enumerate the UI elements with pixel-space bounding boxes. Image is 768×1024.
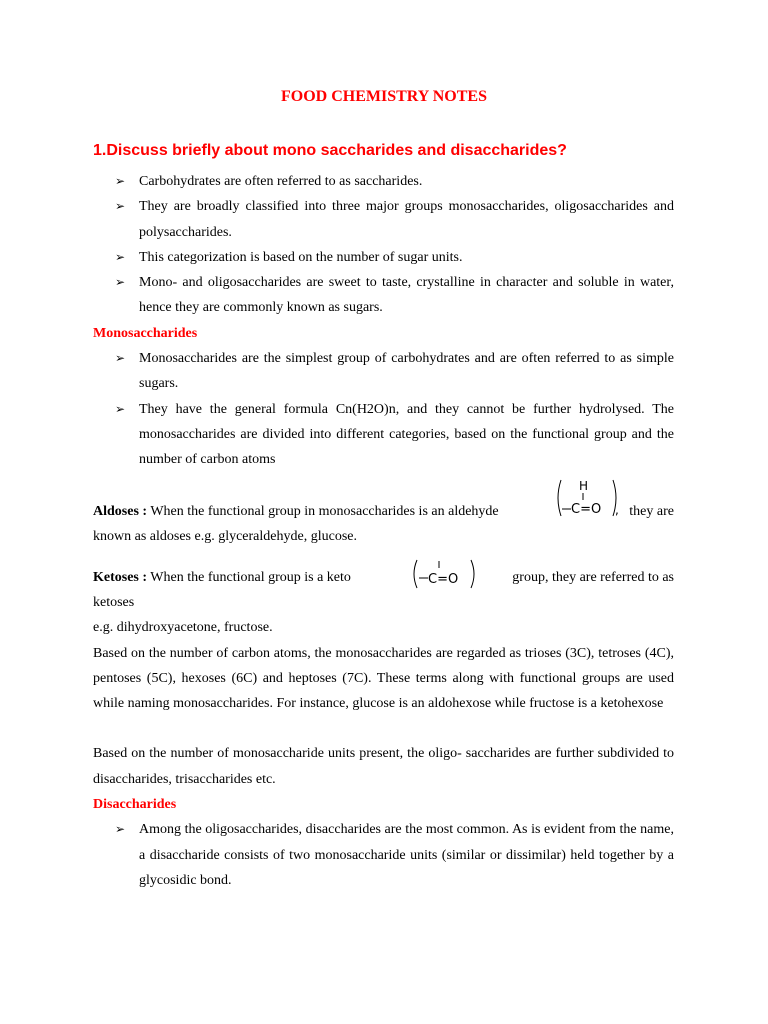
disaccharides-heading: Disaccharides	[93, 797, 177, 813]
arrow-bullet-icon: ➢	[115, 822, 126, 837]
list-item: ➢ They are broadly classified into three major groups monosaccharides, oligosaccharides and polysaccharides.	[93, 194, 674, 245]
aldehyde-formula	[553, 476, 625, 520]
svg-text:,: ,	[615, 503, 619, 517]
svg-text:C=O: C=O	[428, 572, 459, 587]
list-item: ➢ Mono- and oligosaccharides are sweet to taste, crystalline in character and soluble in water, hence they are commonly known as sugars.	[93, 270, 674, 321]
arrow-bullet-icon: ➢	[115, 199, 126, 214]
arrow-bullet-icon: ➢	[115, 275, 126, 290]
carbon-atoms-paragraph: Based on the number of carbon atoms, the monosaccharides are regarded as trioses (3C), tetroses (4C), pentoses (5C), hexoses (6C) and heptoses (7C). These terms along with functional groups are used while naming monosaccharides. For instance, glucose is an aldohexose while fructose is a ketohexose	[93, 645, 674, 712]
list-item: ➢ This categorization is based on the number of sugar units.	[93, 245, 674, 270]
arrow-bullet-icon: ➢	[115, 351, 126, 366]
arrow-bullet-icon: ➢	[115, 401, 126, 416]
aldoses-label: Aldoses :	[93, 503, 148, 519]
keto-formula	[411, 558, 479, 590]
svg-text:C=O: C=O	[571, 502, 602, 517]
monosaccharides-heading: Monosaccharides	[93, 325, 198, 341]
intro-bullet-list	[93, 169, 674, 473]
list-item: ➢ Carbohydrates are often referred to as saccharides.	[93, 169, 674, 194]
svg-text:H: H	[579, 479, 589, 493]
ketoses-label: Ketoses :	[93, 569, 148, 585]
page-title: FOOD CHEMISTRY NOTES	[281, 88, 487, 105]
arrow-bullet-icon: ➢	[115, 174, 126, 188]
ketoses-paragraph: Ketoses : When the functional group is a keto C=O group, they are referred to as ketoses e.g. dihydroxyacetone, fructose. Based on the number of carbon atoms, the monosaccharides are regarded as trioses (3C), tetroses (4C), pentoses (5C), hexoses (6C) and heptoses (7C). These terms along with functional groups are used while naming monosaccharides. For instance, glucose is an aldohexose while fructose is a ketohexose Based on the number of monosaccharide units present, the oligo- saccharides are further subdivided to disaccharides, trisaccharides etc. Disaccharides ➢ Among the oligosaccharides, disaccharides are the most common. As is evident from the name, a disaccharide consists of two monosaccharide units (similar or dissimilar) held together by a glycosidic bond.	[93, 560, 674, 893]
question-heading: 1.Discuss briefly about mono saccharides and disaccharides?	[93, 142, 567, 159]
list-item: ➢ Among the oligosaccharides, disaccharides are the most common. As is evident from the name, a disaccharide consists of two monosaccharide units (similar or dissimilar) held together by a glycosidic bond.	[93, 817, 674, 893]
list-item: ➢ They have the general formula Cn(H2O)n, and they cannot be further hydrolysed. The monosaccharides are divided into different categories, based on the functional group and the number of carbon atoms	[93, 397, 674, 473]
oligosaccharides-paragraph: Based on the number of monosaccharide units present, the oligo- saccharides are further subdivided to disaccharides, trisaccharides etc.	[93, 746, 674, 787]
aldoses-paragraph: Aldoses : When the functional group in monosaccharides is an aldehyde H C=O , they are known as aldoses e.g. glyceraldehyde, glucose.	[93, 476, 674, 549]
arrow-bullet-icon: ➢	[115, 249, 126, 264]
list-item: ➢ Monosaccharides are the simplest group of carbohydrates and are often referred to as simple sugars.	[93, 346, 674, 397]
